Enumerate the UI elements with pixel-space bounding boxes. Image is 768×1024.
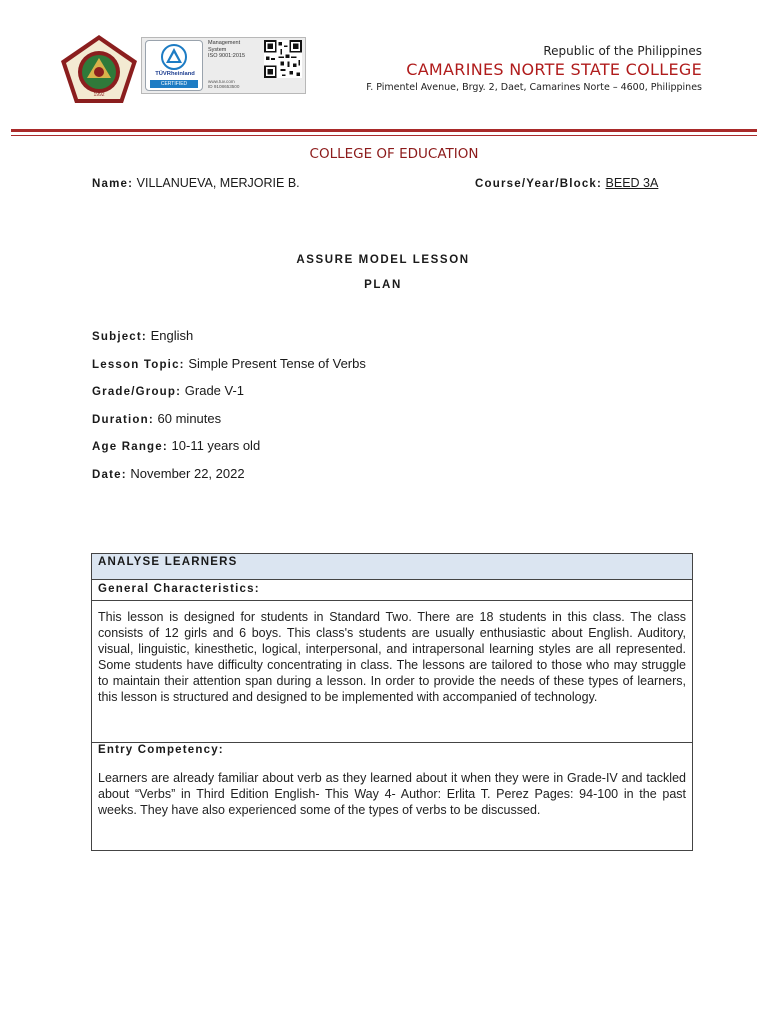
cert-line: ISO 9001:2015 — [208, 53, 246, 60]
detail-label: Duration: — [92, 414, 154, 426]
analyse-learners-table — [91, 553, 693, 851]
cert-web-text — [208, 79, 264, 90]
general-characteristics-text: This lesson is designed for students in Standard Two. There are 18 students in this class. The class consists of 12 girls and 6 boys. This class's students are usually enthusiastic about English. Auditory, visual, linguistic, kinesthetic, logical, interpersonal, and intrapersonal learning styles are all represented. Some students have difficulty concentrating in class. The lessons are tailored to those who may struggle to maintain their attention span during a lesson. In order to provide the needs of these types of learners, this lesson is structured and designed to be implemented with accompanied of technology. — [98, 610, 686, 704]
cert-line: Management — [208, 40, 241, 46]
detail-label: Age Range: — [92, 441, 168, 453]
certification-box — [141, 37, 306, 94]
detail-row-subject — [92, 328, 193, 343]
cert-line: System — [208, 46, 227, 53]
detail-label: Subject: — [92, 331, 147, 343]
letterhead-text — [366, 44, 702, 95]
certified-label: CERTIFIED — [150, 80, 198, 88]
course-row — [475, 176, 658, 190]
college-address: F. Pimentel Avenue, Brgy. 2, Daet, Camarines Norte – 4600, Philippines — [366, 82, 702, 93]
lesson-plan-title-line1: ASSURE MODEL LESSON — [296, 254, 470, 266]
tuv-logo-icon — [159, 44, 189, 70]
tuv-brand: TÜVRheinland — [155, 71, 195, 77]
entry-competency-text: Learners are already familiar about verb as they learned about it when they were in Grade-IV and tackled about “Verbs” in Third Edition English- This Way 4- Author: Erlita T. Perez Pages: 94-100 in the past weeks. They have also experienced some of the types of verbs to be discussed. — [98, 771, 686, 817]
general-characteristics-label: General Characteristics: — [98, 583, 260, 595]
name-value: VILLANUEVA, MERJORIE B. — [136, 176, 300, 190]
header-rule-thick — [11, 129, 757, 132]
course-value: BEED 3A — [605, 176, 659, 190]
entry-competency-label: Entry Competency: — [98, 744, 224, 756]
detail-row-age-range — [92, 438, 260, 453]
detail-value: Grade V-1 — [184, 383, 245, 398]
detail-row-grade-group — [92, 383, 244, 398]
detail-value: Simple Present Tense of Verbs — [188, 356, 366, 371]
detail-row-date — [92, 466, 245, 481]
department-title: COLLEGE OF EDUCATION — [309, 146, 479, 162]
detail-label: Grade/Group: — [92, 386, 182, 398]
detail-value: 60 minutes — [157, 411, 222, 426]
college-name: CAMARINES NORTE STATE COLLEGE — [406, 60, 702, 79]
table-header-row — [92, 554, 692, 580]
detail-row-lesson-topic — [92, 356, 366, 371]
republic-line: Republic of the Philippines — [543, 44, 702, 58]
lesson-plan-title-line2: PLAN — [364, 279, 402, 291]
letterhead — [0, 0, 768, 130]
detail-label: Lesson Topic: — [92, 359, 185, 371]
seal-year: 1992 — [93, 92, 105, 98]
name-label: Name: — [92, 178, 134, 190]
tuv-badge — [145, 40, 203, 91]
qr-code-icon — [264, 40, 302, 78]
table-divider — [92, 600, 692, 601]
detail-row-duration — [92, 411, 221, 426]
student-name-row — [92, 176, 300, 190]
college-seal-icon — [60, 34, 138, 104]
course-label: Course/Year/Block: — [475, 178, 603, 190]
table-header-label: ANALYSE LEARNERS — [98, 556, 238, 568]
management-system-text — [208, 40, 262, 60]
header-rule-thin — [11, 135, 757, 136]
detail-value: November 22, 2022 — [130, 466, 245, 481]
detail-value: English — [150, 328, 194, 343]
cert-web-line: www.tuv.com — [208, 79, 235, 84]
detail-label: Date: — [92, 469, 127, 481]
cert-id-line: ID 9108653500 — [208, 84, 240, 90]
table-divider — [92, 742, 692, 743]
detail-value: 10-11 years old — [171, 438, 261, 453]
